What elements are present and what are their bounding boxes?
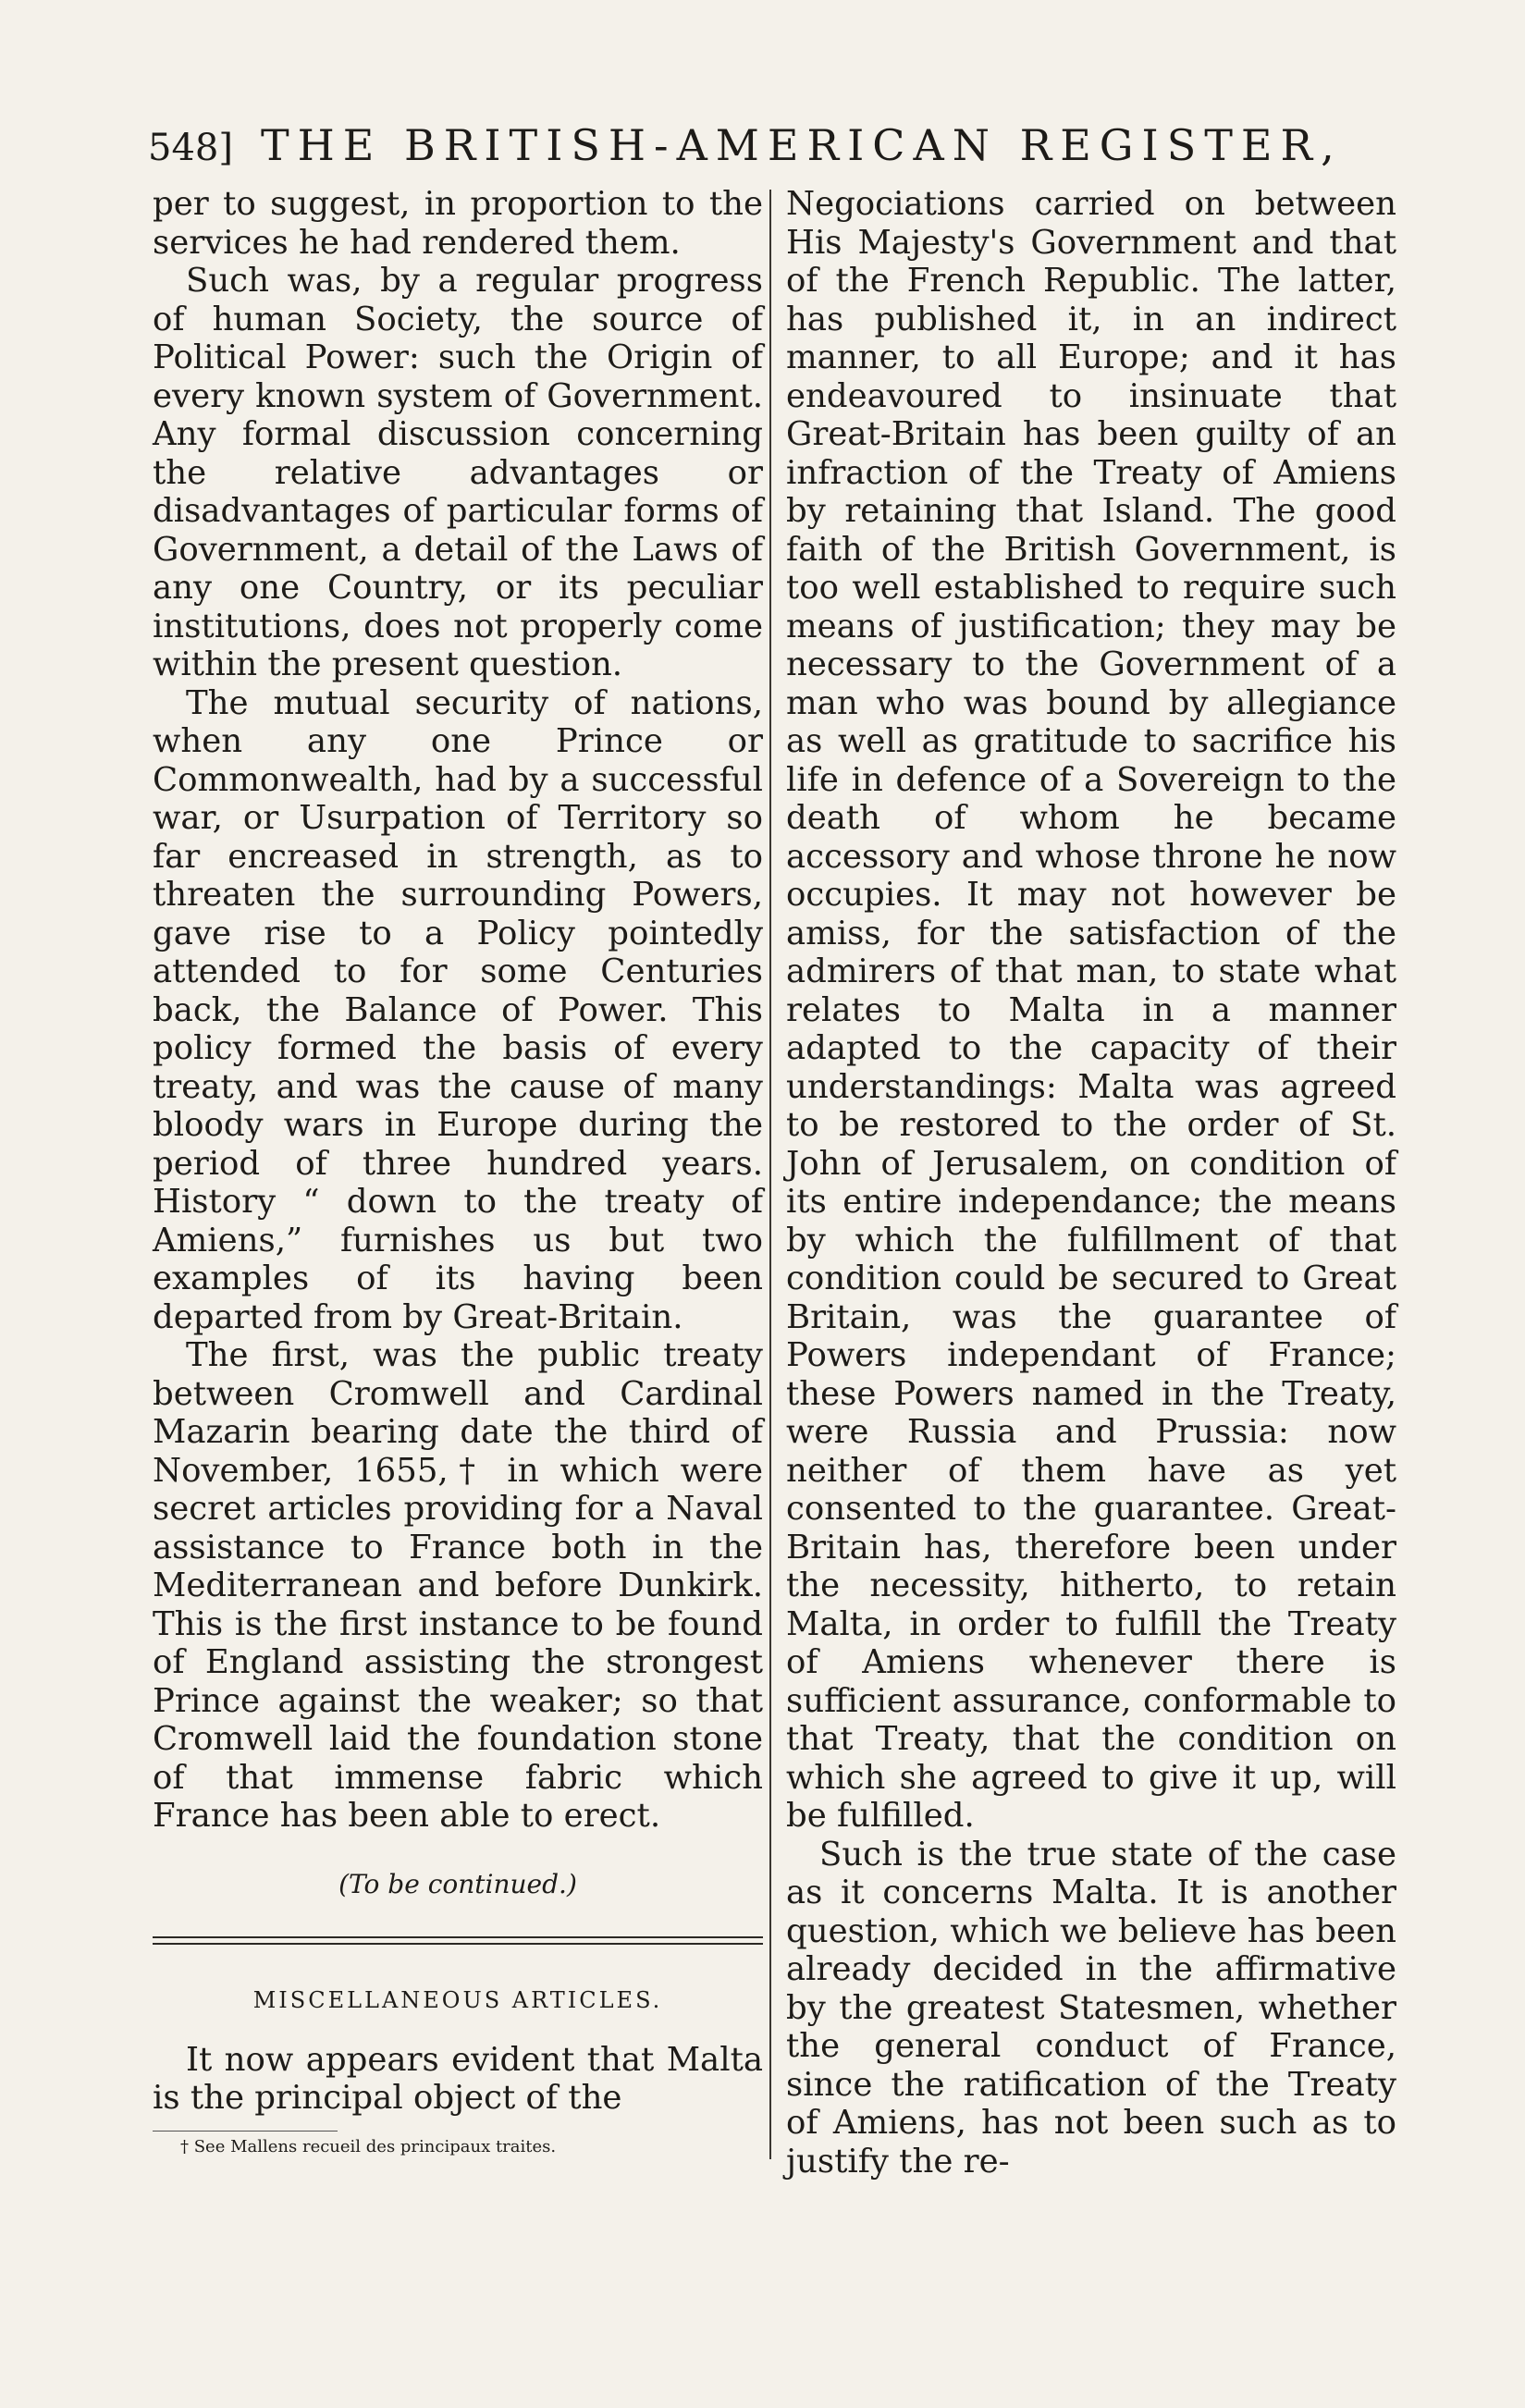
paragraph: per to suggest, in proportion to the services he had rendered them. [153,185,763,262]
page-number: 548] [148,127,233,169]
to-be-continued-note: (To be continued.) [338,1868,577,1899]
paragraph: Such was, by a regular progress of human Society, the source of Political Power: such the Origin of every known system of Government. Any formal discussion concerning the relative advantages or disadvantages of particular forms of Government, a detail of the Laws of any one Country, or its peculiar institutions, does not properly come within the present question. [153,262,763,683]
right-column [786,185,1396,2181]
paragraph: The mutual security of nations, when any one Prince or Commonwealth, had by a successful war, or Usurpation of Territory so far encreased in strength, as to threaten the surrounding Powers, gave rise to a Policy pointedly attended to for some Centuries back, the Balance of Power. This policy formed the basis of every treaty, and was the cause of many bloody wars in Europe during the period of three hundred years. History “ down to the treaty of Amiens,” furnishes us but two examples of its having been departed from by Great-Britain. [153,683,763,1336]
page-header [148,120,1406,185]
paragraph: Such is the true state of the case as it concerns Malta. It is another question, which we believe has been already decided in the affirmative by the greatest Statesmen, whether the general conduct of France, since the ratification of the Treaty of Amiens, has not been such as to justify the re- [786,1835,1396,2181]
paragraph: The first, was the public treaty between Cromwell and Cardinal Mazarin bearing date the third of November, 1655,† in which were secret articles providing for a Naval assistance to France both in the Mediterranean and before Dunkirk. This is the first instance to be found of England assisting the strongest Prince against the weaker; so that Cromwell laid the foundation stone of that immense fabric which France has been able to erect. [153,1336,763,1835]
footnote-rule [153,2131,338,2132]
section-divider [153,1936,763,1945]
running-title: THE BRITISH-AMERICAN REGISTER, [260,120,1343,170]
left-column [153,185,763,2157]
paragraph: Negociations carried on between His Majesty's Government and that of the French Republic. The latter, has published it, in an indirect manner, to all Europe; and it has endeavoured to insinuate that Great-Britain has been guilty of an infraction of the Treaty of Amiens by retaining that Island. The good faith of the British Government, is too well established to require such means of justification; they may be necessary to the Government of a man who was bound by allegiance as well as gratitude to sacrifice his life in defence of a Sovereign to the death of whom he became accessory and whose throne he now occupies. It may not however be amiss, for the satisfaction of the admirers of that man, to state what relates to Malta in a manner adapted to the capacity of their understandings: Malta was agreed to be restored to the order of St. John of Jerusalem, on condition of its entire independance; the means by which the fulfillment of that condition could be secured to Great Britain, was the guarantee of Powers independant of France; these Powers named in the Treaty, were Russia and Prussia: now neither of them have as yet consented to the guarantee. Great-Britain has, therefore been under the necessity, hitherto, to retain Malta, in order to fulfill the Treaty of Amiens whenever there is sufficient assurance, conformable to that Treaty, that the condition on which she agreed to give it up, will be fulfilled. [786,185,1396,1835]
footnote: † See Mallens recueil des principaux traites. [180,2136,557,2156]
paragraph: It now appears evident that Malta is the principal object of the [153,2040,763,2117]
section-heading: MISCELLANEOUS ARTICLES. [252,1987,663,2013]
column-divider [769,190,771,2159]
